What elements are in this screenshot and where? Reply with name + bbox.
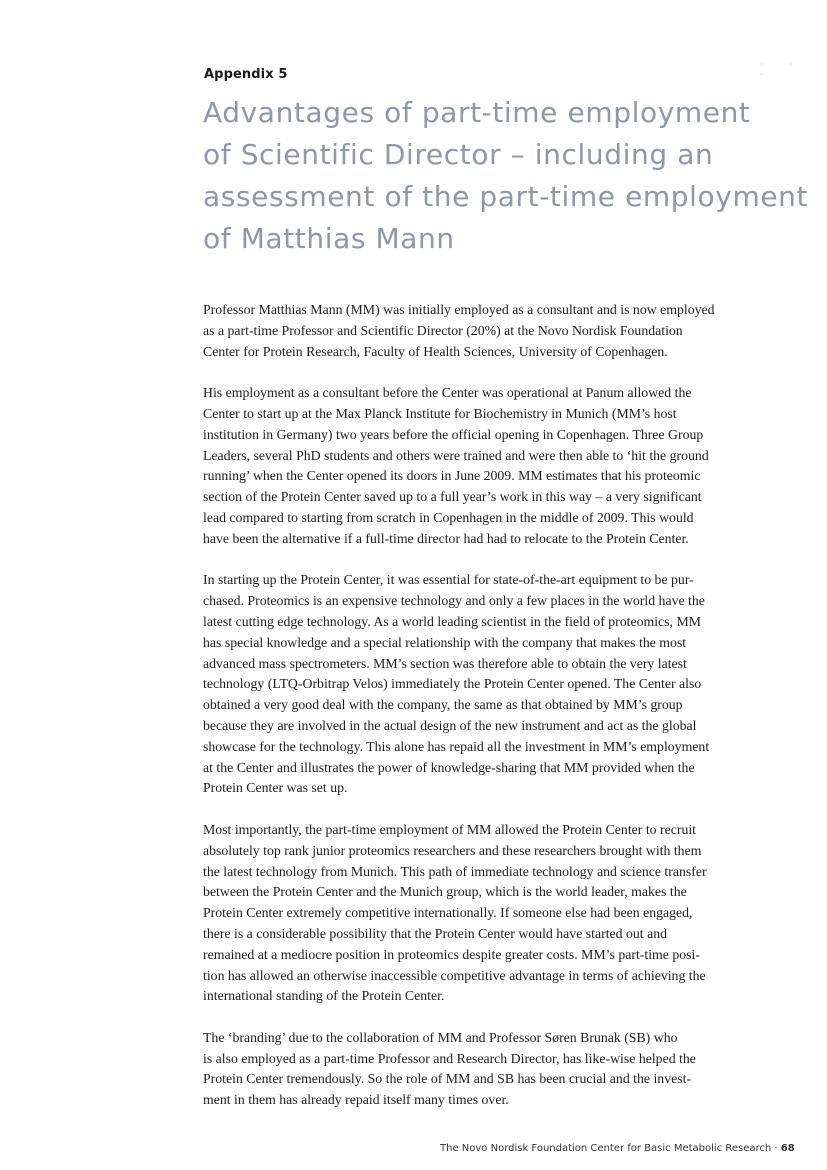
text-line: institution in Germany) two years before the official opening in Copenhagen. Three Group	[203, 426, 704, 442]
text-line: lead compared to starting from scratch in Copenhagen in the middle of 2009. This would	[203, 509, 694, 525]
text-line: as a part-time Professor and Scientific Director (20%) at the Novo Nordisk Foundation	[203, 322, 683, 338]
text-line: the latest technology from Munich. This path of immediate technology and science transfer	[203, 863, 707, 879]
text-line: chased. Proteomics is an expensive technology and only a few places in the world have the	[203, 593, 705, 609]
text-line: Center to start up at the Max Planck Institute for Biochemistry in Munich (MM’s host	[203, 405, 677, 421]
title-line: of Matthias Mann	[203, 222, 455, 255]
text-line: Protein Center was set up.	[203, 780, 348, 796]
paragraph	[203, 820, 759, 1007]
body-text	[203, 300, 759, 1132]
page-title	[203, 92, 809, 260]
paragraph	[203, 300, 759, 362]
text-line: Center for Protein Research, Faculty of Health Sciences, University of Copenhagen.	[203, 343, 668, 359]
paragraph	[203, 383, 759, 549]
page-number: 68	[780, 1143, 795, 1154]
text-line: Most importantly, the part-time employment of MM allowed the Protein Center to recruit	[203, 821, 697, 837]
text-line: showcase for the technology. This alone has repaid all the investment in MM’s employment	[203, 738, 710, 754]
text-line: at the Center and illustrates the power of knowledge-sharing that MM provided when the	[203, 759, 695, 775]
text-line: obtained a very good deal with the company, the same as that obtained by MM’s group	[203, 697, 683, 713]
footer-separator: ·	[771, 1143, 781, 1154]
text-line: advanced mass spectrometers. MM’s section was therefore able to obtain the very latest	[203, 655, 687, 671]
text-line: Protein Center extremely competitive internationally. If someone else had been engaged,	[203, 905, 693, 921]
paragraph	[203, 1028, 759, 1111]
page-footer	[440, 1143, 795, 1154]
text-line: His employment as a consultant before the Center was operational at Panum allowed the	[203, 385, 692, 401]
footer-text: The Novo Nordisk Foundation Center for Basic Metabolic Research	[440, 1143, 772, 1154]
text-line: absolutely top rank junior proteomics researchers and these researchers brought with them	[203, 842, 702, 858]
text-line: latest cutting edge technology. As a world leading scientist in the field of proteomics, MM	[203, 613, 701, 629]
text-line: section of the Protein Center saved up to a full year’s work in this way – a very significant	[203, 489, 702, 505]
text-line: Protein Center tremendously. So the role of MM and SB has been crucial and the invest-	[203, 1071, 692, 1087]
text-line: international standing of the Protein Center.	[203, 988, 445, 1004]
text-line: Leaders, several PhD students and others were trained and were then able to ‘hit the ground	[203, 447, 709, 463]
text-line: The ‘branding’ due to the collaboration of MM and Professor Søren Brunak (SB) who	[203, 1029, 678, 1045]
text-line: In starting up the Protein Center, it was essential for state-of-the-art equipment to be pur-	[203, 572, 694, 588]
text-line: between the Protein Center and the Munich group, which is the world leader, makes the	[203, 884, 687, 900]
title-line: of Scientific Director – including an	[203, 138, 714, 171]
appendix-label: Appendix 5	[204, 67, 288, 82]
text-line: remained at a mediocre position in proteomics despite greater costs. MM’s part-time posi-	[203, 946, 700, 962]
text-line: tion has allowed an otherwise inaccessible competitive advantage in terms of achieving the	[203, 967, 706, 983]
text-line: technology (LTQ-Orbitrap Velos) immediately the Protein Center opened. The Center also	[203, 676, 702, 692]
text-line: because they are involved in the actual design of the new instrument and act as the global	[203, 717, 697, 733]
text-line: has special knowledge and a special relationship with the company that makes the most	[203, 634, 687, 650]
text-line: is also employed as a part-time Professor and Research Director, has like-wise helped the	[203, 1050, 696, 1066]
scan-artifact: · · ·	[760, 60, 805, 80]
text-line: Professor Matthias Mann (MM) was initially employed as a consultant and is now employed	[203, 302, 715, 317]
text-line: ment in them has already repaid itself many times over.	[203, 1092, 509, 1108]
paragraph	[203, 570, 759, 799]
title-line: assessment of the part-time employment	[203, 180, 809, 213]
title-line: Advantages of part-time employment	[203, 96, 751, 129]
text-line: running’ when the Center opened its doors in June 2009. MM estimates that his proteomic	[203, 468, 701, 484]
text-line: have been the alternative if a full-time director had had to relocate to the Protein Center.	[203, 530, 689, 546]
text-line: there is a considerable possibility that the Protein Center would have started out and	[203, 925, 667, 941]
